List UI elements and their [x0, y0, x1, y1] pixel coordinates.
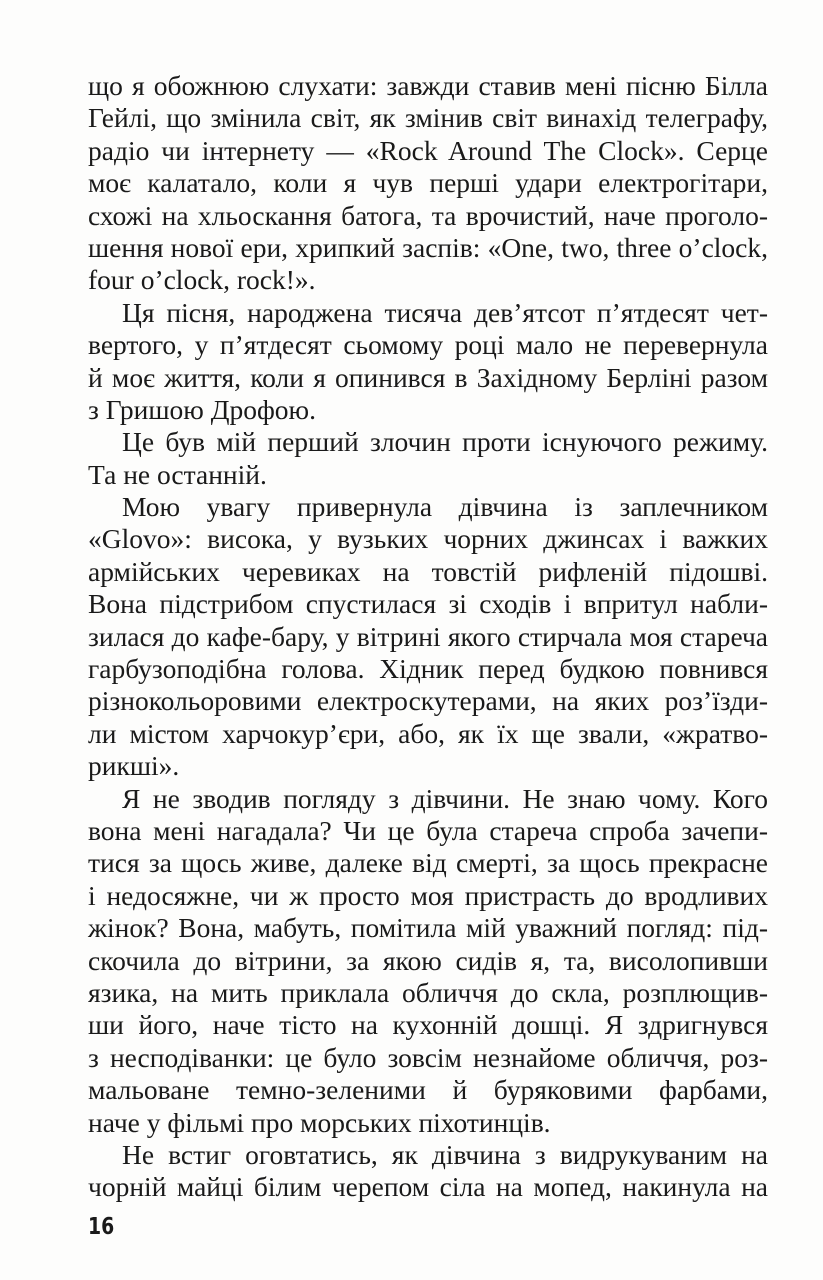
text-line: вона мені нагадала? Чи це була стареча спроба зачепи- — [88, 814, 768, 846]
text-line: зилася до кафе-бару, у вітрині якого стирчала моя стареча — [88, 620, 768, 652]
text-line: Я не зводив погляду з дівчини. Не знаю чому. Кого — [122, 782, 768, 814]
text-line: наче у фільмі про морських піхотинців. — [88, 1106, 551, 1138]
text-line: з Гришою Дрофою. — [88, 393, 316, 425]
text-line: тися за щось живе, далеке від смерті, за щось прекрасне — [88, 847, 768, 879]
text-line: Мою увагу привернула дівчина із заплечником — [122, 491, 768, 523]
text-line: схожі на хльоскання батога, та врочистий, наче проголо- — [88, 199, 768, 231]
text-line: ши його, наче тісто на кухонній дошці. Я здригнувся — [88, 1009, 768, 1041]
body-text — [88, 70, 768, 1204]
text-line: вертого, у п’ятдесят сьомому році мало не перевернула — [88, 329, 768, 361]
text-line: армійських черевиках на товстій рифленій підошві. — [88, 555, 768, 587]
text-line: Це був мій перший злочин проти існуючого режиму. — [122, 426, 768, 458]
text-line: моє калатало, коли я чув перші удари електрогітари, — [88, 167, 768, 199]
text-line: з несподіванки: це було зовсім незнайоме обличчя, роз- — [88, 1041, 768, 1073]
text-line: різнокольоровими електроскутерами, на яких роз’їзди- — [88, 685, 768, 717]
text-line: «Glovo»: висока, у вузьких чорних джинсах і важких — [88, 523, 768, 555]
text-line: гарбузоподібна голова. Хідник перед будкою повнився — [88, 653, 768, 685]
text-line: що я обожнюю слухати: завжди ставив мені пісню Білла — [88, 70, 768, 101]
text-line: і недосяжне, чи ж просто моя пристрасть до вродливих — [88, 879, 768, 911]
text-line: ли містом харчокур’єри, або, як їх ще звали, «жратво- — [88, 717, 768, 749]
text-line: Вона підстрибом спустилася зі сходів і впритул набли- — [88, 588, 768, 620]
text-line: мальоване темно-зеленими й буряковими фарбами, — [88, 1074, 768, 1106]
text-line: скочила до вітрини, за якою сидів я, та, висолопивши — [88, 944, 768, 976]
text-line: шення нової ери, хрипкий заспів: «One, two, three o’clock, — [88, 231, 768, 263]
text-line: радіо чи інтернету — «Rock Around The Clock». Серце — [88, 134, 768, 166]
text-line: Ця пісня, народжена тисяча дев’ятсот п’ятдесят чет- — [122, 296, 768, 328]
text-line: four o’clock, rock!». — [88, 264, 316, 296]
page-number: 16 — [88, 1214, 115, 1240]
text-line: й моє життя, коли я опинився в Західному Берліні разом — [88, 361, 768, 393]
text-line: жінок? Вона, мабуть, помітила мій уважний погляд: під- — [88, 912, 768, 944]
text-line: Та не останній. — [88, 458, 267, 490]
text-line: Гейлі, що змінила світ, як змінив світ винахід телеграфу, — [88, 102, 768, 134]
text-line: чорній майці білим черепом сіла на мопед, накинула на — [88, 1171, 768, 1203]
text-line: язика, на мить приклала обличчя до скла, розплющив- — [88, 976, 768, 1008]
text-line: Не встиг оговтатись, як дівчина з видрукуваним на — [122, 1138, 768, 1170]
text-line: рикші». — [88, 750, 180, 782]
